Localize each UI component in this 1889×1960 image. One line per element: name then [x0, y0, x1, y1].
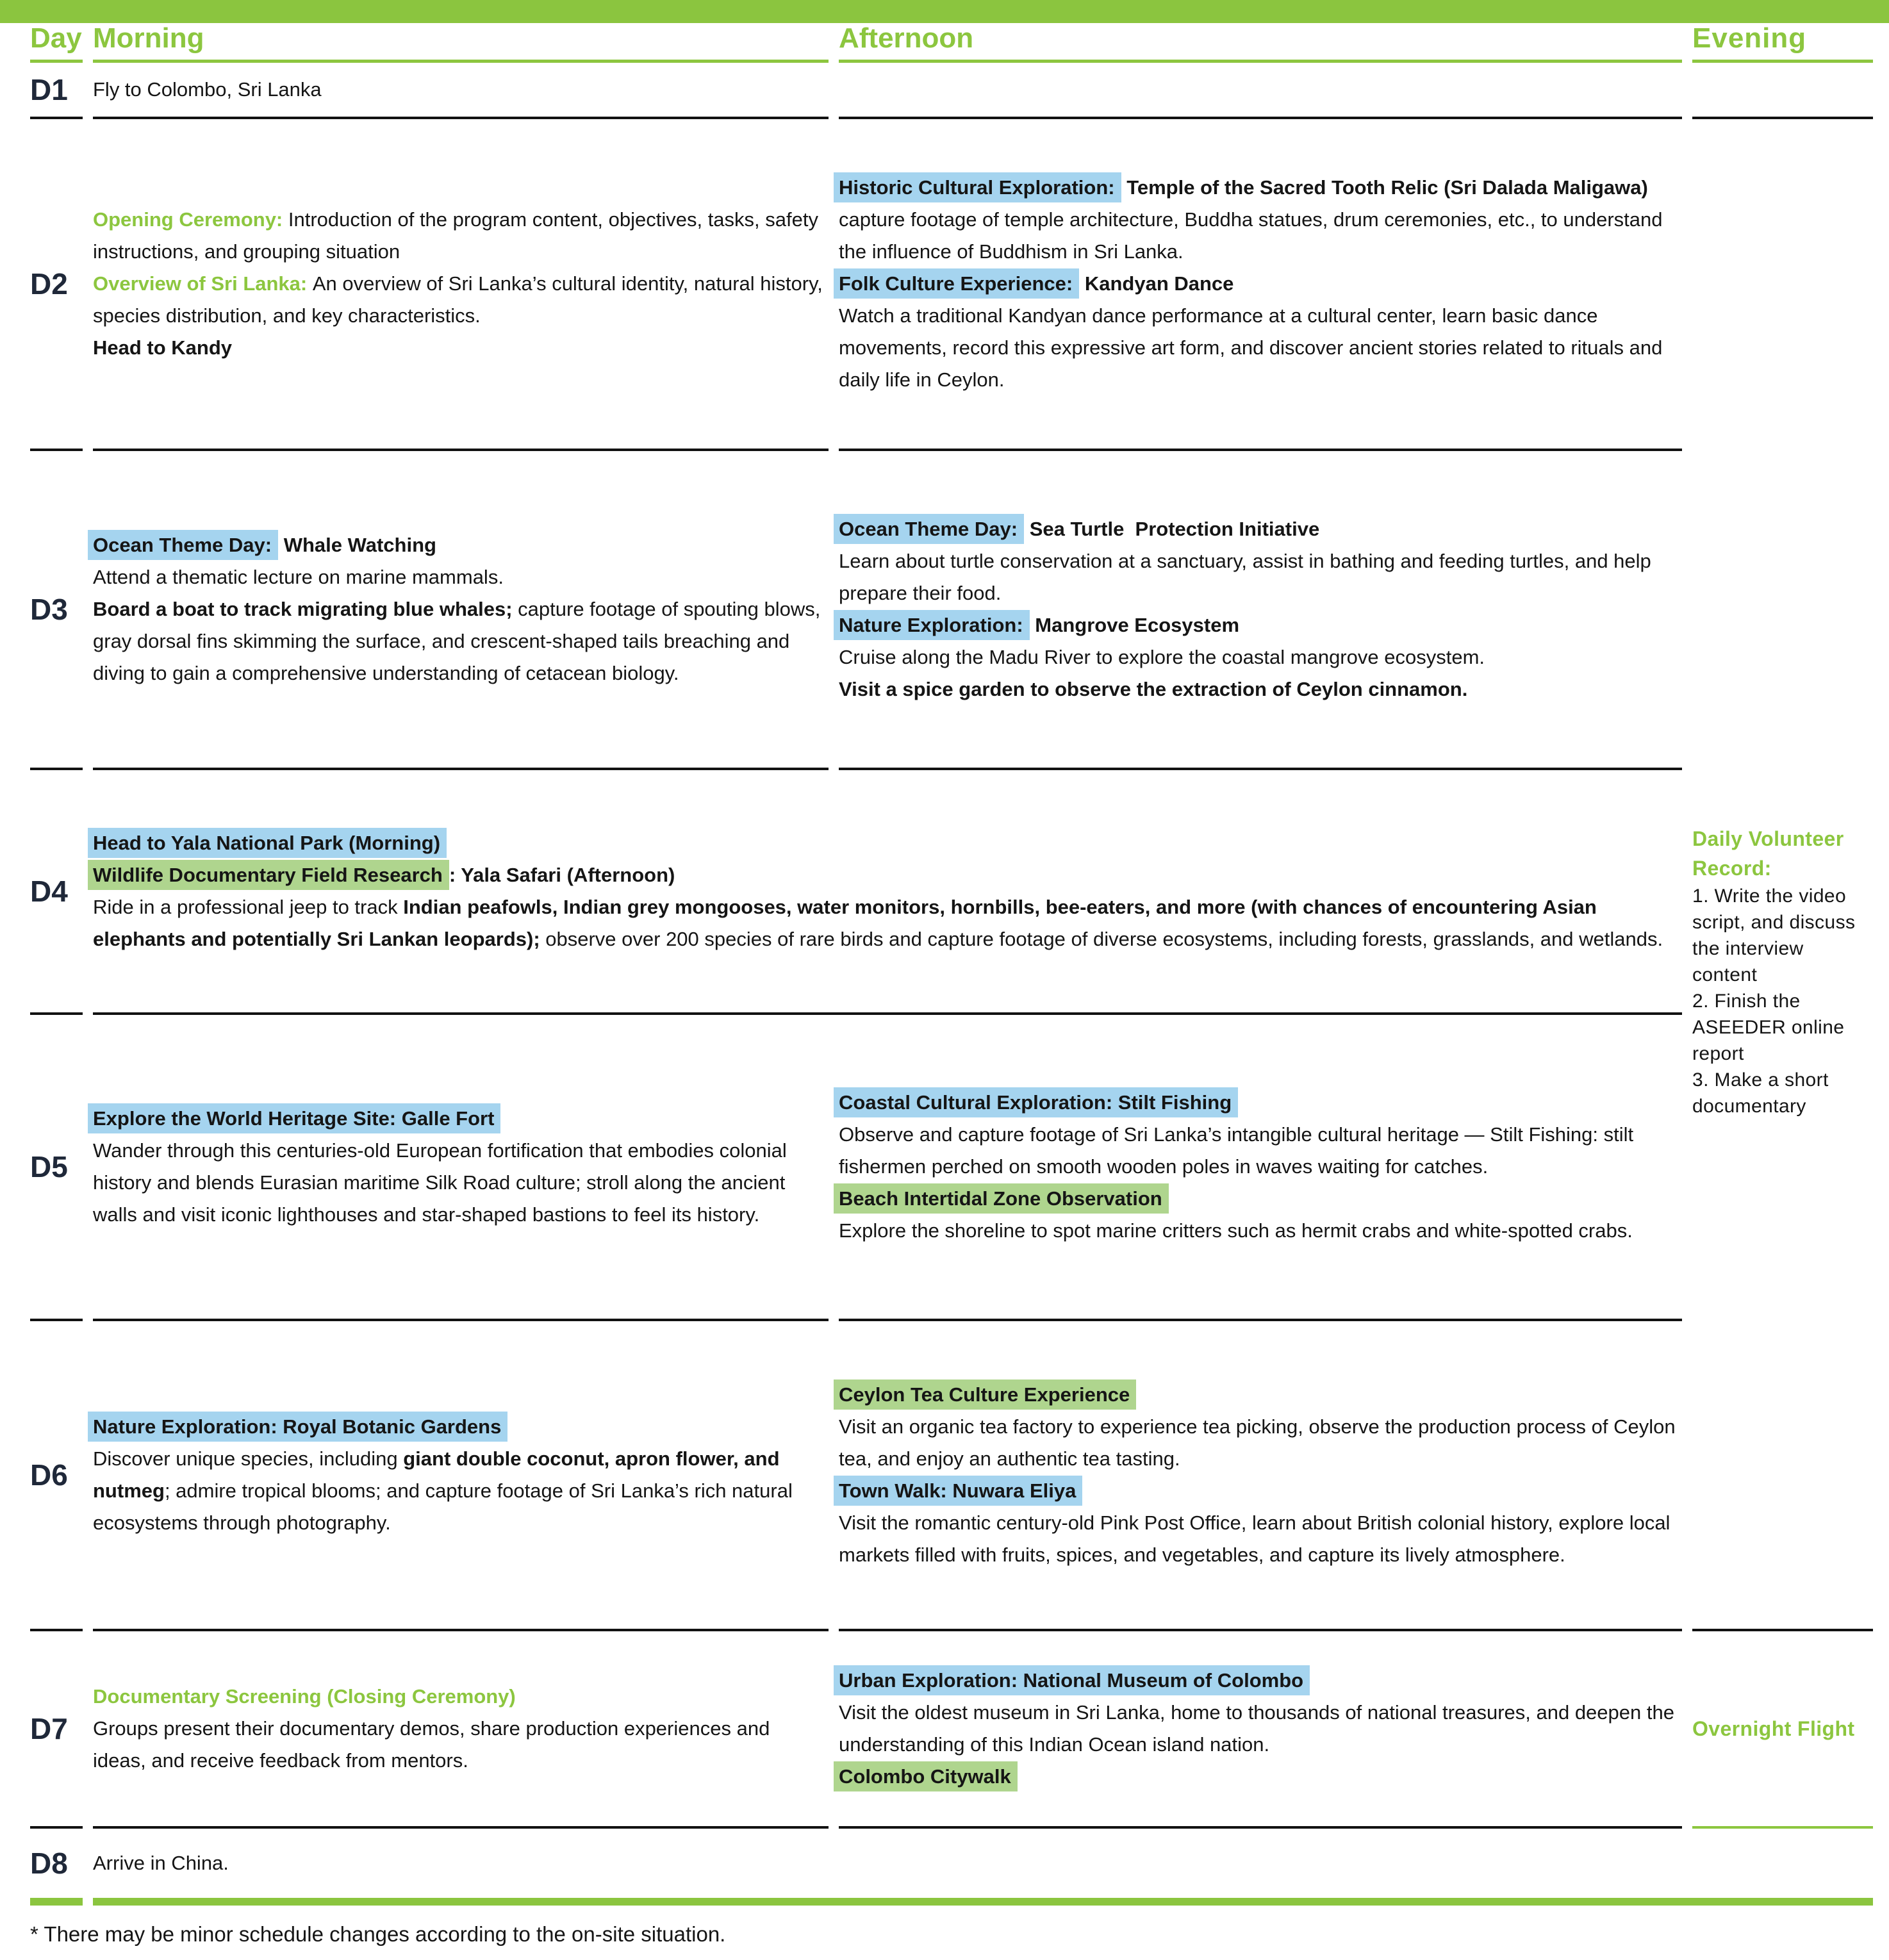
text-run: Visit the oldest museum in Sri Lanka, home to thousands of national treasures, and deepen the understanding of this Indian Ocean island nation. — [839, 1701, 1680, 1756]
cell-d1-morning — [93, 63, 829, 119]
text-run: Beach Intertidal Zone Observation — [834, 1183, 1169, 1214]
text-run: Observe and capture footage of Sri Lanka’s intangible cultural heritage — Stilt Fishing: stilt fishermen perched on smooth wooden poles in waves waiting for catches. — [839, 1123, 1639, 1178]
cell-d3-afternoon — [839, 451, 1682, 770]
paragraph — [93, 1103, 826, 1135]
paragraph — [93, 859, 1679, 891]
text-run: Coastal Cultural Exploration: Stilt Fishing — [834, 1087, 1238, 1117]
text-run: Nature Exploration: — [834, 610, 1030, 640]
paragraph — [839, 1697, 1679, 1761]
paragraph — [93, 529, 826, 561]
cell-d4-full-day — [93, 770, 1682, 1015]
day-label: D4 — [30, 875, 68, 908]
text-run: Town Walk: Nuwara Eliya — [834, 1476, 1082, 1506]
column-header-label: Day — [30, 22, 82, 54]
paragraph — [839, 609, 1679, 641]
text-run: Sea Turtle Protection Initiative — [1024, 518, 1320, 540]
cell-d2-morning — [93, 119, 829, 451]
paragraph — [93, 593, 826, 689]
day-label-d5 — [30, 1015, 83, 1321]
cell-d2-afternoon — [839, 119, 1682, 451]
paragraph — [93, 1443, 826, 1539]
paragraph — [1692, 988, 1870, 1067]
text-run: Overview of Sri Lanka: — [93, 272, 313, 295]
paragraph — [93, 1135, 826, 1231]
column-header-afternoon — [839, 23, 1682, 63]
text-run: Discover unique species, including — [93, 1447, 404, 1470]
schedule-disclaimer: * There may be minor schedule changes according to the on-site situation. — [30, 1922, 726, 1946]
text-run: 2. Finish the ASEEDER online report — [1692, 991, 1851, 1064]
paragraph — [93, 332, 826, 364]
text-run: Introduction of the program content, objectives, tasks, safety instructions, and grouping situation — [93, 208, 824, 263]
cell-d7-morning — [93, 1631, 829, 1829]
day-label: D8 — [30, 1847, 68, 1880]
paragraph — [839, 300, 1679, 396]
text-run: Head to Kandy — [93, 336, 233, 359]
text-run: Wander through this centuries-old European fortification that embodies colonial history and blends Eurasian maritime Silk Road culture; stroll along the ancient walls and visit iconic lighthouses and star-shaped bastions to feel its history. — [93, 1139, 793, 1226]
day-label: D3 — [30, 593, 68, 626]
paragraph — [839, 1475, 1679, 1507]
text-run: capture footage of spouting blows, gray dorsal fins skimming the surface, and crescent-shaped tails breaching and diving to gain a comprehensive understanding of cetacean biology. — [93, 598, 827, 684]
text-run: : Yala Safari (Afternoon) — [449, 864, 675, 886]
cell-evening-daily-volunteer-record — [1692, 119, 1873, 1631]
cell-d8-full-day — [93, 1829, 1873, 1906]
text-run: 1. Write the video script, and discuss the interview content — [1692, 885, 1861, 985]
paragraph — [93, 204, 826, 268]
paragraph — [839, 1379, 1679, 1411]
paragraph — [839, 172, 1679, 204]
text-run: Learn about turtle conservation at a sanctuary, assist in bathing and feeding turtles, and help prepare their food. — [839, 550, 1657, 604]
column-header-day — [30, 23, 83, 63]
text-run: Wildlife Documentary Field Research — [88, 860, 449, 890]
text-run: giant double coconut, apron flower, and nutmeg — [93, 1447, 786, 1502]
paragraph — [839, 204, 1679, 268]
text-run: Overnight Flight — [1692, 1717, 1855, 1740]
text-run: Visit an organic tea factory to experience tea picking, observe the production process of Ceylon tea, and enjoy an authentic tea tasting. — [839, 1415, 1681, 1470]
paragraph — [839, 268, 1679, 300]
paragraph — [839, 1411, 1679, 1475]
day-label-d2 — [30, 119, 83, 451]
text-run: Groups present their documentary demos, share production experiences and ideas, and receive feedback from mentors. — [93, 1717, 775, 1772]
paragraph — [839, 513, 1679, 545]
cell-d5-afternoon — [839, 1015, 1682, 1321]
day-label-d3 — [30, 451, 83, 770]
column-header-morning — [93, 23, 829, 63]
text-run: capture footage of temple architecture, Buddha statues, drum ceremonies, etc., to understand the influence of Buddhism in Sri Lanka. — [839, 208, 1669, 263]
paragraph — [93, 561, 826, 593]
text-run: Opening Ceremony: — [93, 208, 288, 231]
paragraph — [93, 1681, 826, 1713]
day-label-d4 — [30, 770, 83, 1015]
paragraph — [839, 545, 1679, 609]
text-run: Board a boat to track migrating blue whales; — [93, 598, 513, 620]
column-header-evening — [1692, 23, 1873, 63]
paragraph — [93, 827, 1679, 859]
day-label-d7 — [30, 1631, 83, 1829]
paragraph — [1692, 824, 1870, 883]
column-header-label: Evening — [1692, 22, 1807, 54]
paragraph — [1692, 1067, 1870, 1119]
paragraph — [839, 1665, 1679, 1697]
paragraph — [839, 1761, 1679, 1793]
paragraph — [839, 1087, 1679, 1119]
text-run: Documentary Screening (Closing Ceremony) — [93, 1685, 516, 1708]
paragraph — [93, 891, 1679, 955]
paragraph — [1692, 883, 1870, 988]
day-label-d1 — [30, 63, 83, 119]
paragraph — [839, 1119, 1679, 1183]
paragraph — [93, 1847, 1870, 1879]
text-run: Watch a traditional Kandyan dance performance at a cultural center, learn basic dance movements, record this expressive art form, and discover ancient stories related to rituals and daily life in Ceylon. — [839, 304, 1668, 391]
cell-d1-afternoon — [839, 63, 1682, 119]
cell-d7-afternoon — [839, 1631, 1682, 1829]
text-run: Folk Culture Experience: — [834, 268, 1079, 299]
column-header-label: Morning — [93, 22, 204, 54]
column-header-label: Afternoon — [839, 22, 974, 54]
cell-d3-morning — [93, 451, 829, 770]
text-run: Colombo Citywalk — [834, 1761, 1018, 1791]
paragraph — [839, 1507, 1679, 1571]
text-run: Attend a thematic lecture on marine mammals. — [93, 566, 504, 588]
text-run: Visit a spice garden to observe the extraction of Ceylon cinnamon. — [839, 678, 1468, 700]
text-run: Kandyan Dance — [1079, 272, 1234, 295]
text-run: Whale Watching — [278, 534, 436, 556]
text-run: Ceylon Tea Culture Experience — [834, 1379, 1136, 1410]
text-run: Ocean Theme Day: — [88, 530, 278, 560]
cell-d7-evening-overnight-flight — [1692, 1631, 1873, 1829]
text-run: An overview of Sri Lanka’s cultural identity, natural history, species distribution, and key characteristics. — [93, 272, 829, 327]
day-label: D6 — [30, 1458, 68, 1492]
paragraph — [93, 1411, 826, 1443]
text-run: Explore the World Heritage Site: Galle Fort — [88, 1103, 500, 1133]
paragraph — [93, 268, 829, 332]
cell-d6-afternoon — [839, 1321, 1682, 1631]
text-run: 3. Make a short documentary — [1692, 1069, 1835, 1117]
text-run: observe over 200 species of rare birds and capture footage of diverse ecosystems, including forests, grasslands, and wetlands. — [540, 928, 1663, 950]
text-run: Mangrove Ecosystem — [1029, 614, 1240, 636]
text-run: Ocean Theme Day: — [834, 514, 1024, 544]
text-run: Indian peafowls, Indian grey mongooses, water monitors, hornbills, bee-eaters, and more (with chances of encountering Asian elephants and potentially Sri Lankan leopards); — [93, 896, 1603, 950]
text-run: Nature Exploration: Royal Botanic Gardens — [88, 1412, 507, 1442]
text-run: Head to Yala National Park (Morning) — [88, 828, 447, 858]
paragraph — [93, 1713, 826, 1777]
day-label: D2 — [30, 267, 68, 301]
day-label-d6 — [30, 1321, 83, 1631]
text-run: Temple of the Sacred Tooth Relic (Sri Dalada Maligawa) — [1121, 176, 1648, 199]
day-label: D7 — [30, 1712, 68, 1745]
day-label-d8 — [30, 1829, 83, 1906]
paragraph — [1692, 1714, 1870, 1743]
text-run: Explore the shoreline to spot marine critters such as hermit crabs and white-spotted crabs. — [839, 1219, 1633, 1242]
paragraph — [839, 1183, 1679, 1215]
paragraph — [839, 1215, 1679, 1247]
top-accent-bar — [0, 0, 1889, 23]
paragraph — [93, 74, 826, 106]
text-run: Ride in a professional jeep to track — [93, 896, 404, 918]
cell-d6-morning — [93, 1321, 829, 1631]
day-label: D1 — [30, 73, 68, 106]
day-label: D5 — [30, 1150, 68, 1183]
text-run: ; admire tropical blooms; and capture footage of Sri Lanka’s rich natural ecosystems through photography. — [93, 1479, 798, 1534]
itinerary-table — [30, 23, 1873, 1906]
text-run: Fly to Colombo, Sri Lanka — [93, 78, 322, 101]
text-run: Arrive in China. — [93, 1852, 229, 1874]
text-run: Daily Volunteer Record: — [1692, 827, 1850, 880]
paragraph — [839, 641, 1679, 673]
cell-d1-evening — [1692, 63, 1873, 119]
paragraph — [839, 673, 1679, 705]
text-run: Visit the romantic century-old Pink Post Office, learn about British colonial history, explore local markets filled with fruits, spices, and vegetables, and capture its lively atmosphere. — [839, 1511, 1676, 1566]
text-run: Cruise along the Madu River to explore the coastal mangrove ecosystem. — [839, 646, 1485, 668]
text-run: Historic Cultural Exploration: — [834, 172, 1121, 202]
text-run: Urban Exploration: National Museum of Colombo — [834, 1665, 1310, 1695]
cell-d5-morning — [93, 1015, 829, 1321]
